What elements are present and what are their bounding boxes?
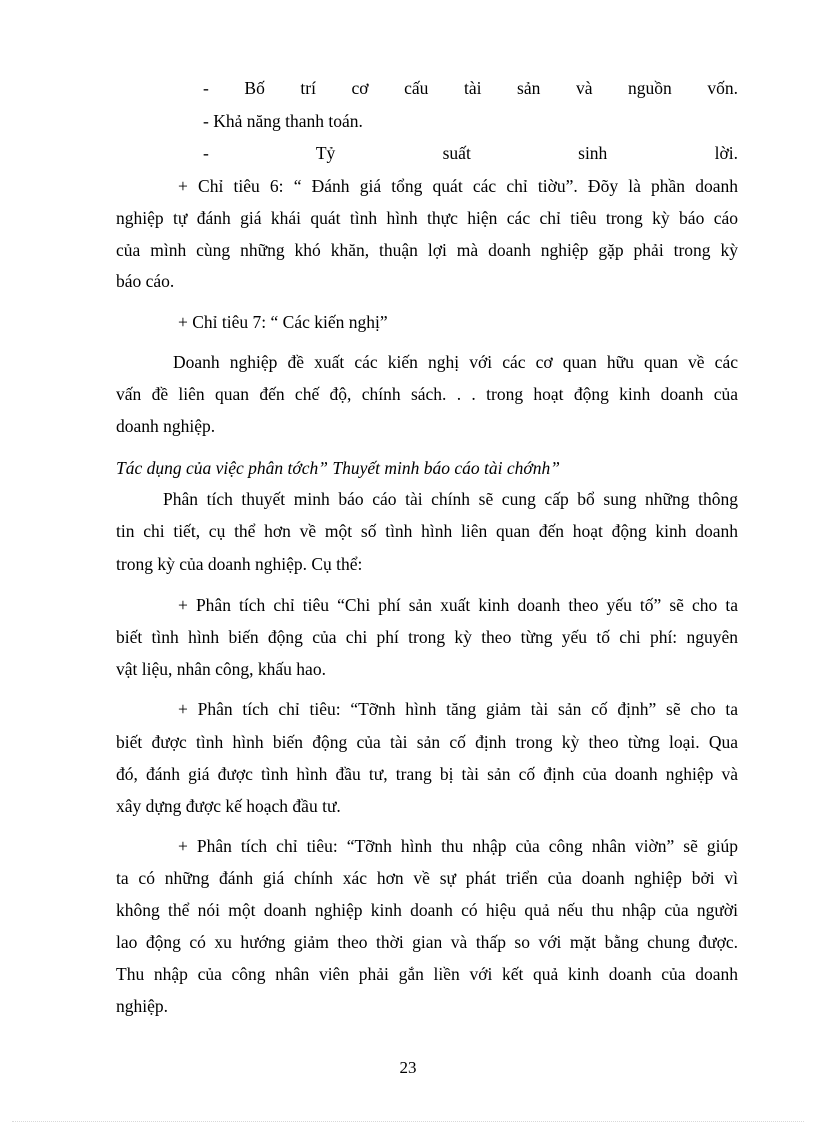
paragraph-line: + Phân tích chỉ tiêu: “Tỡnh hình tăng giảm tài sản cố định” sẽ cho ta: [178, 699, 738, 719]
paragraph-line: không thể nói một doanh nghiệp kinh doanh có hiệu quả nếu thu nhập của người: [116, 900, 738, 920]
paragraph-line: Thu nhập của công nhân viên phải gắn liền với kết quả kinh doanh của doanh: [116, 964, 738, 984]
paragraph-line: lao động có xu hướng giảm theo thời gian và thấp so với mặt bằng chung được.: [116, 932, 738, 952]
paragraph-line: ta có những đánh giá chính xác hơn về sự phát triển của doanh nghiệp bởi vì: [116, 868, 738, 888]
paragraph-line: báo cáo.: [116, 271, 175, 291]
paragraph-line: trong kỳ của doanh nghiệp. Cụ thể:: [116, 554, 363, 574]
page-bottom-divider: [12, 1121, 804, 1122]
bullet-item: - Tỷ suất sinh lời.: [203, 143, 738, 163]
paragraph-line: Phân tích thuyết minh báo cáo tài chính sẽ cung cấp bổ sung những thông: [163, 489, 738, 509]
paragraph-line: vấn đề liên quan đến chế độ, chính sách. . . trong hoạt động kinh doanh của: [116, 384, 738, 404]
paragraph-line: nghiệp.: [116, 996, 169, 1016]
paragraph-line: + Phân tích chỉ tiêu: “Tỡnh hình thu nhập của công nhân viờn” sẽ giúp: [178, 836, 738, 856]
section-heading: Tác dụng của việc phân tớch” Thuyết minh báo cáo tài chớnh”: [116, 458, 560, 478]
criterion-heading: + Chỉ tiêu 7: “ Các kiến nghị”: [178, 312, 388, 332]
paragraph-line: + Phân tích chỉ tiêu “Chi phí sản xuất kinh doanh theo yếu tố” sẽ cho ta: [178, 595, 738, 615]
paragraph-line: xây dựng được kế hoạch đầu tư.: [116, 796, 341, 816]
bullet-item: - Bố trí cơ cấu tài sản và nguồn vốn.: [203, 78, 738, 98]
paragraph-line: đó, đánh giá được tình hình đầu tư, trang bị tài sản cố định của doanh nghiệp và: [116, 764, 738, 784]
paragraph-line: nghiệp tự đánh giá khái quát tình hình thực hiện các chỉ tiêu trong kỳ báo cáo: [116, 208, 738, 228]
paragraph-line: biết được tình hình biến động của tài sản cố định trong kỳ theo từng loại. Qua: [116, 732, 738, 752]
paragraph-line: của mình cùng những khó khăn, thuận lợi mà doanh nghiệp gặp phải trong kỳ: [116, 240, 738, 260]
bullet-item: - Khả năng thanh toán.: [203, 111, 363, 131]
paragraph-line: + Chỉ tiêu 6: “ Đánh giá tổng quát các chỉ tiờu”. Đõy là phần doanh: [178, 176, 738, 196]
paragraph-line: biết tình hình biến động của chi phí trong kỳ theo từng yếu tố chi phí: nguyên: [116, 627, 738, 647]
paragraph-line: tin chi tiết, cụ thể hơn về một số tình hình liên quan đến hoạt động kinh doanh: [116, 521, 738, 541]
page-number: 23: [399, 1058, 417, 1077]
paragraph-line: doanh nghiệp.: [116, 416, 216, 436]
paragraph-line: Doanh nghiệp đề xuất các kiến nghị với các cơ quan hữu quan về các: [173, 352, 738, 372]
paragraph-line: vật liệu, nhân công, khấu hao.: [116, 659, 326, 679]
